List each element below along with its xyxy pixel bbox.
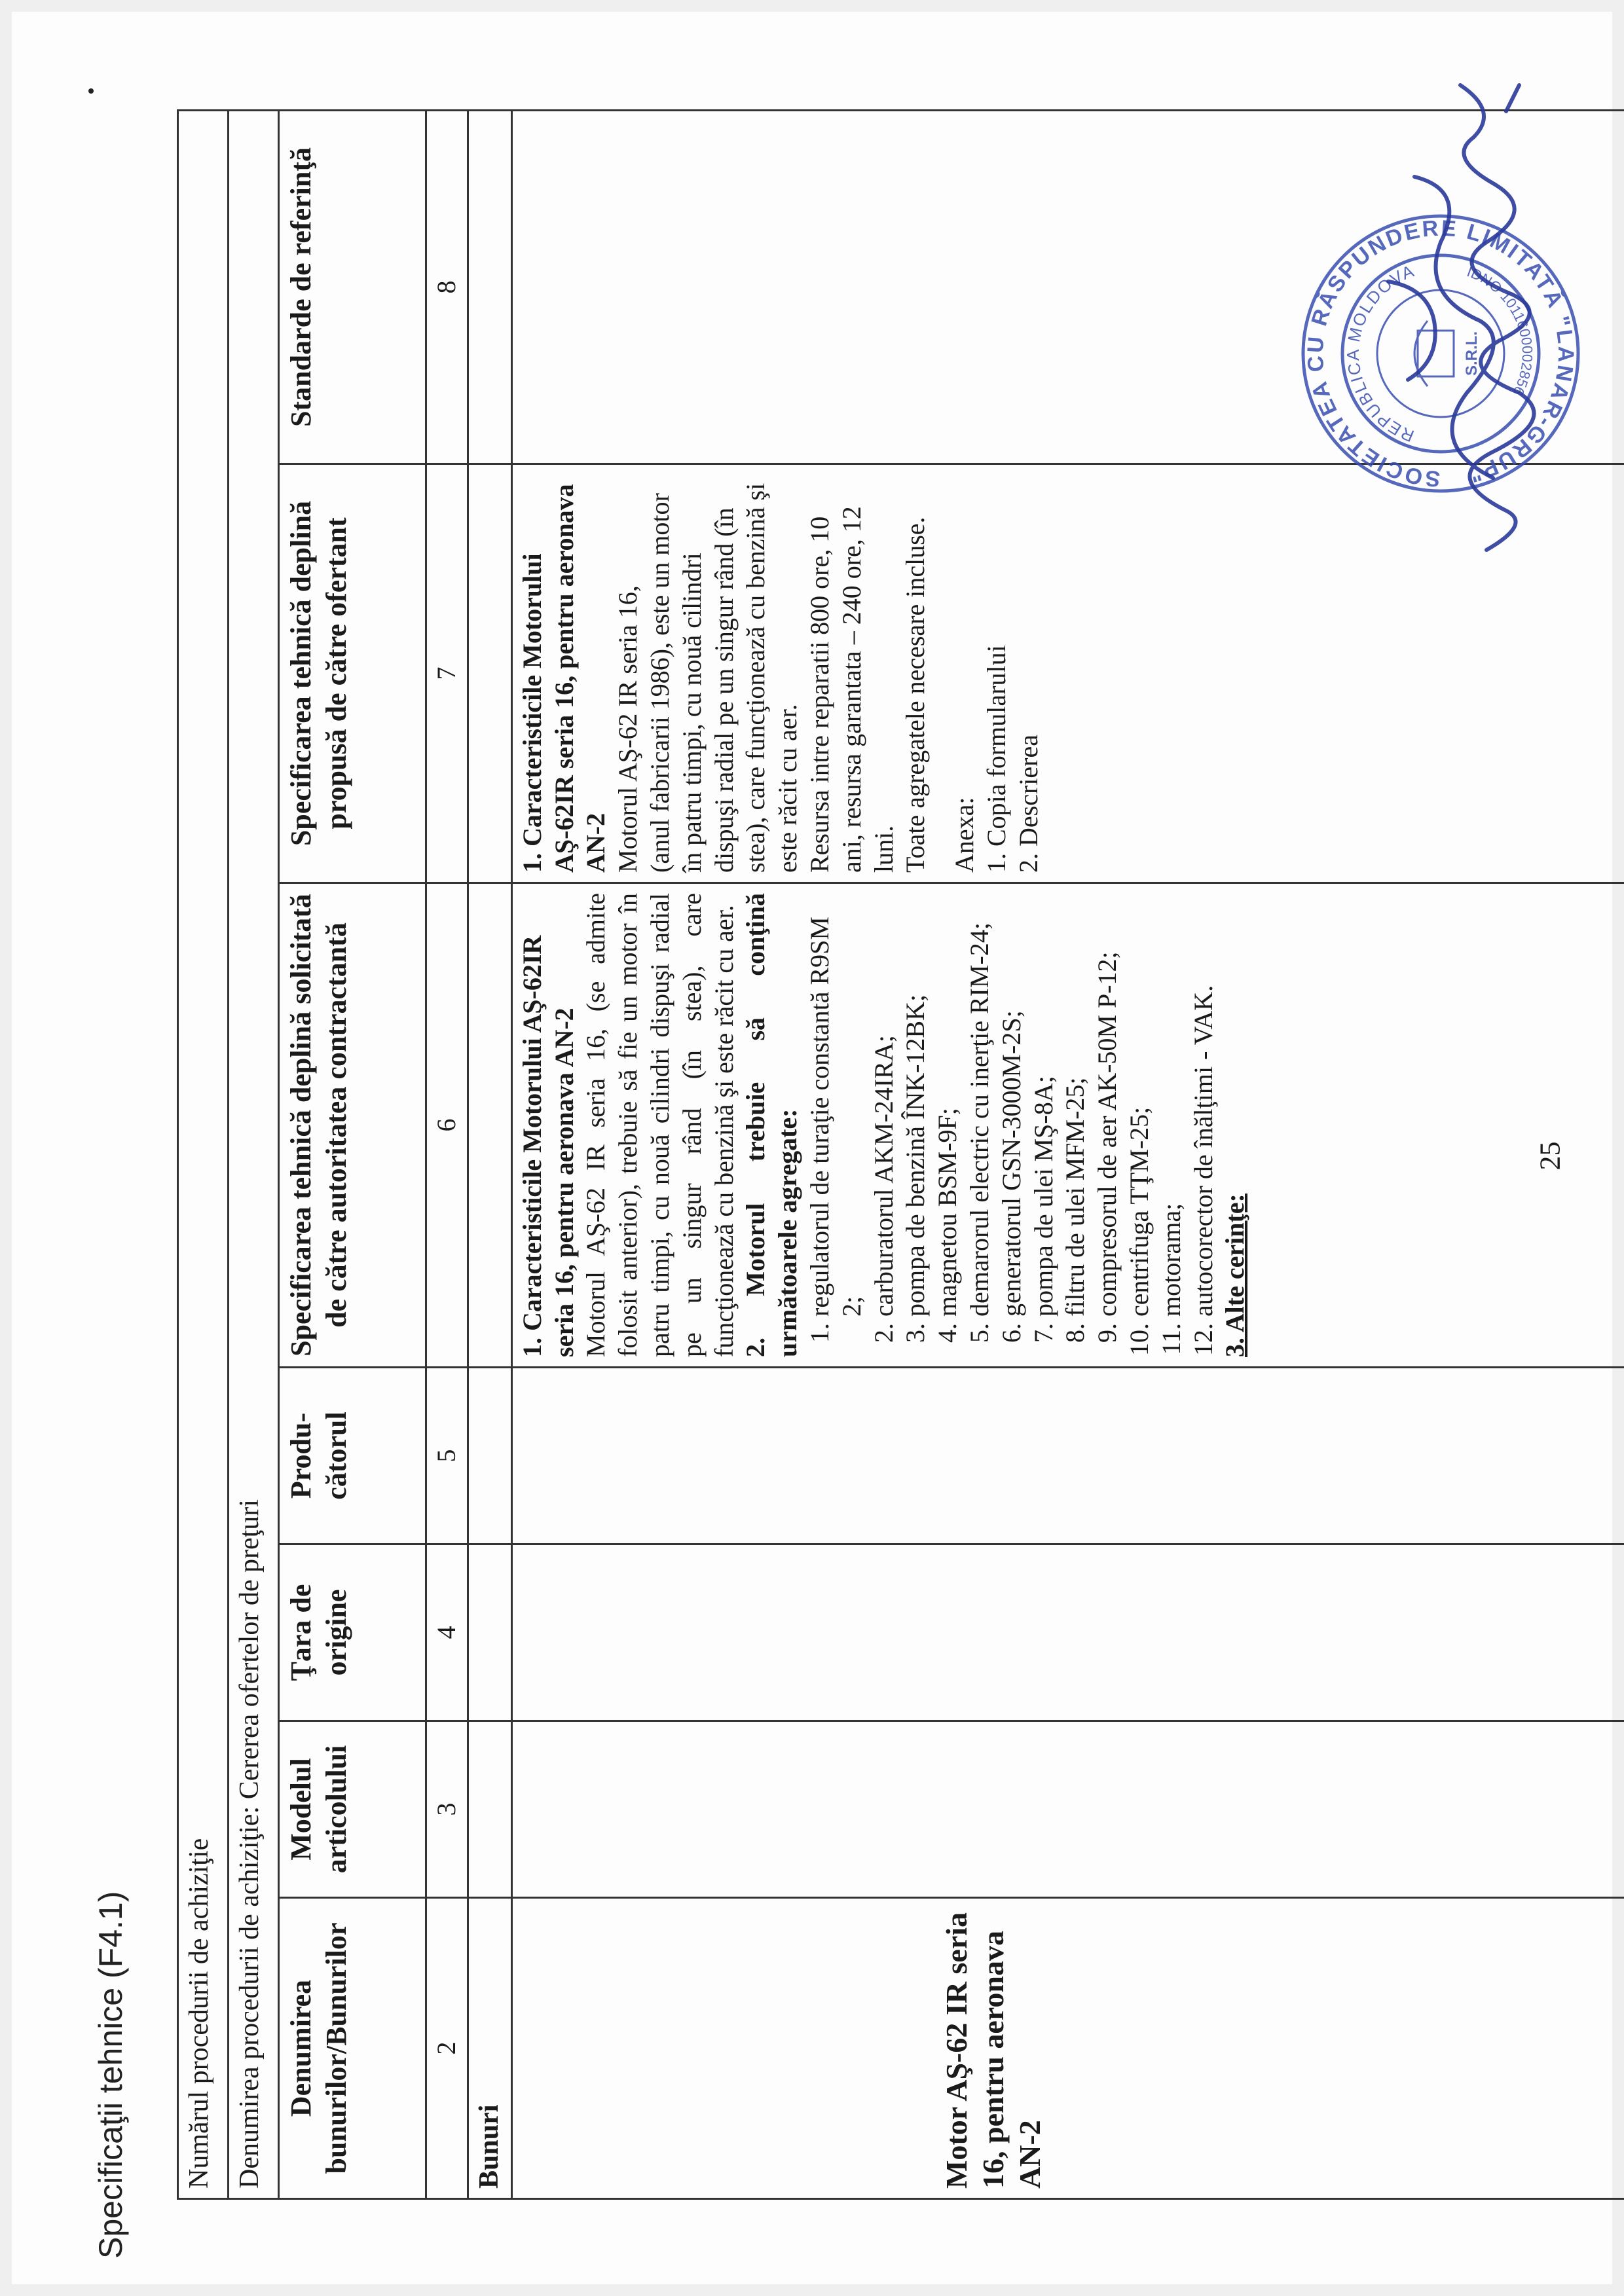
list-item: 7. pompa de ulei MŞ-8A; bbox=[1028, 893, 1060, 1317]
header-cell: Denumirea bunurilor/Bunurilor bbox=[279, 1898, 426, 2199]
list-item: 9. compresorul de aer AK-50M P-12; bbox=[1092, 893, 1124, 1317]
offered-text-1: Motorul AŞ-62 IR seria 16, bbox=[613, 585, 643, 873]
procedure-name-label: Denumirea procedurii de achiziţie: Cererea ofertelor de preţuri bbox=[229, 110, 279, 2198]
stamp-idno-text: IDNO 1011600002856 bbox=[1464, 263, 1536, 398]
column-number: 7 bbox=[426, 464, 468, 883]
item-country bbox=[511, 1544, 1624, 1721]
header-cell: Specificarea tehnică deplină solicitată de către autoritatea contractantă bbox=[279, 883, 426, 1368]
stamp-outer-text: SOCIETATEA CU RĂSPUNDERE LIMITATĂ "LANAR-GRUP" bbox=[1302, 215, 1579, 492]
list-item: 2. carburatorul AKM-24IRA; bbox=[868, 893, 900, 1317]
list-item: 6. generatorul GSN-3000M-2S; bbox=[996, 893, 1028, 1317]
column-number: 6 bbox=[426, 883, 468, 1368]
offered-text-2: (anul fabricarii 1986), este un motor în patru timpi, cu nouă cilindri dispuşi radial pe un singur rând (în stea), care funcţionează cu benzină şi este răcit cu aer. bbox=[644, 483, 803, 873]
column-number: 3 bbox=[426, 1721, 468, 1898]
stamp-country-text: REPUBLICA MOLDOVA bbox=[1342, 261, 1418, 446]
header-row bbox=[279, 110, 426, 2198]
list-item: 4. magnetou BSM-9F; bbox=[932, 893, 964, 1317]
item-model bbox=[511, 1721, 1624, 1898]
stamp-form-text: S.R.L. bbox=[1463, 331, 1481, 376]
header-cell: Standarde de referinţă bbox=[279, 110, 426, 464]
offered-text-4: Toate agregatele necesare incluse. bbox=[900, 517, 931, 873]
list-item: 8. filtru de ulei MFM-25; bbox=[1060, 893, 1092, 1317]
item-manufacturer bbox=[511, 1368, 1624, 1544]
annex-item: 1. Copia formularului bbox=[981, 645, 1011, 873]
column-number: 8 bbox=[426, 110, 468, 464]
required-section1-text: Motorul AŞ-62 IR seria 16, (se admite folosit anterior), trebuie să fie un motor în patru timpi, cu nouă cilindri dispuşi radial pe un singur rând (în stea), care funcţionează cu benzină şi este răcit cu aer. bbox=[581, 893, 739, 1357]
column-number: 5 bbox=[426, 1368, 468, 1544]
required-section1-title: 1. Caracteristicile Motorului AŞ-62IR seria 16, pentru aeronava AN-2 bbox=[517, 935, 579, 1357]
required-section3-title: 3. Alte cerinţe: bbox=[1220, 1194, 1250, 1357]
signature bbox=[1336, 72, 1539, 570]
required-section2-title: 2. Motorul trebuie să conţină următoarele agregate: bbox=[741, 893, 803, 1357]
column-number-row bbox=[426, 110, 468, 2198]
header-cell: Specificarea tehnică deplină propusă de către ofertant bbox=[279, 464, 426, 883]
column-number: 2 bbox=[426, 1898, 468, 2199]
procedure-number-label: Numărul procedurii de achiziţie bbox=[178, 110, 229, 2198]
list-item: 12. autocorector de înălţimi - VAK. bbox=[1188, 893, 1220, 1317]
list-item: 5. demarorul electric cu inerţie RIM-24; bbox=[964, 893, 996, 1317]
list-item: 3. pompa de benzină ÎNK-12BK; bbox=[900, 893, 932, 1317]
offered-title: 1. Caracteristicile Motorului AŞ-62IR seria 16, pentru aeronava AN-2 bbox=[517, 484, 611, 873]
list-item: 10. centrifuga TŢM-25; bbox=[1124, 893, 1156, 1317]
page-number: 25 bbox=[1534, 1141, 1566, 1171]
header-cell: Modelul articolului bbox=[279, 1721, 426, 1898]
offered-text-3: Resursa intre reparatii 800 ore, 10 ani, resursa garantata – 240 ore, 12 luni. bbox=[804, 506, 898, 873]
group-row bbox=[468, 110, 511, 2198]
annex-label: Anexa: bbox=[950, 797, 980, 873]
header-cell: Produ-cătorul bbox=[279, 1368, 426, 1544]
group-label: Bunuri bbox=[468, 1898, 511, 2199]
list-item: 1. regulatorul de turaţie constantă R9SM 2; bbox=[804, 893, 868, 1317]
annex-item: 2. Descrierea bbox=[1013, 735, 1043, 873]
annex-block bbox=[949, 474, 1044, 873]
aggregate-list bbox=[804, 893, 1219, 1357]
item-name: Motor AŞ-62 IR seria 16, pentru aeronava AN-2 bbox=[511, 1898, 1624, 2199]
required-spec-cell bbox=[511, 883, 1624, 1368]
column-number: 4 bbox=[426, 1544, 468, 1721]
list-item: 11. motorama; bbox=[1156, 893, 1188, 1317]
header-cell: Ţara de origine bbox=[279, 1544, 426, 1721]
document-title: Specificaţii tehnice (F4.1) bbox=[92, 1891, 129, 2259]
